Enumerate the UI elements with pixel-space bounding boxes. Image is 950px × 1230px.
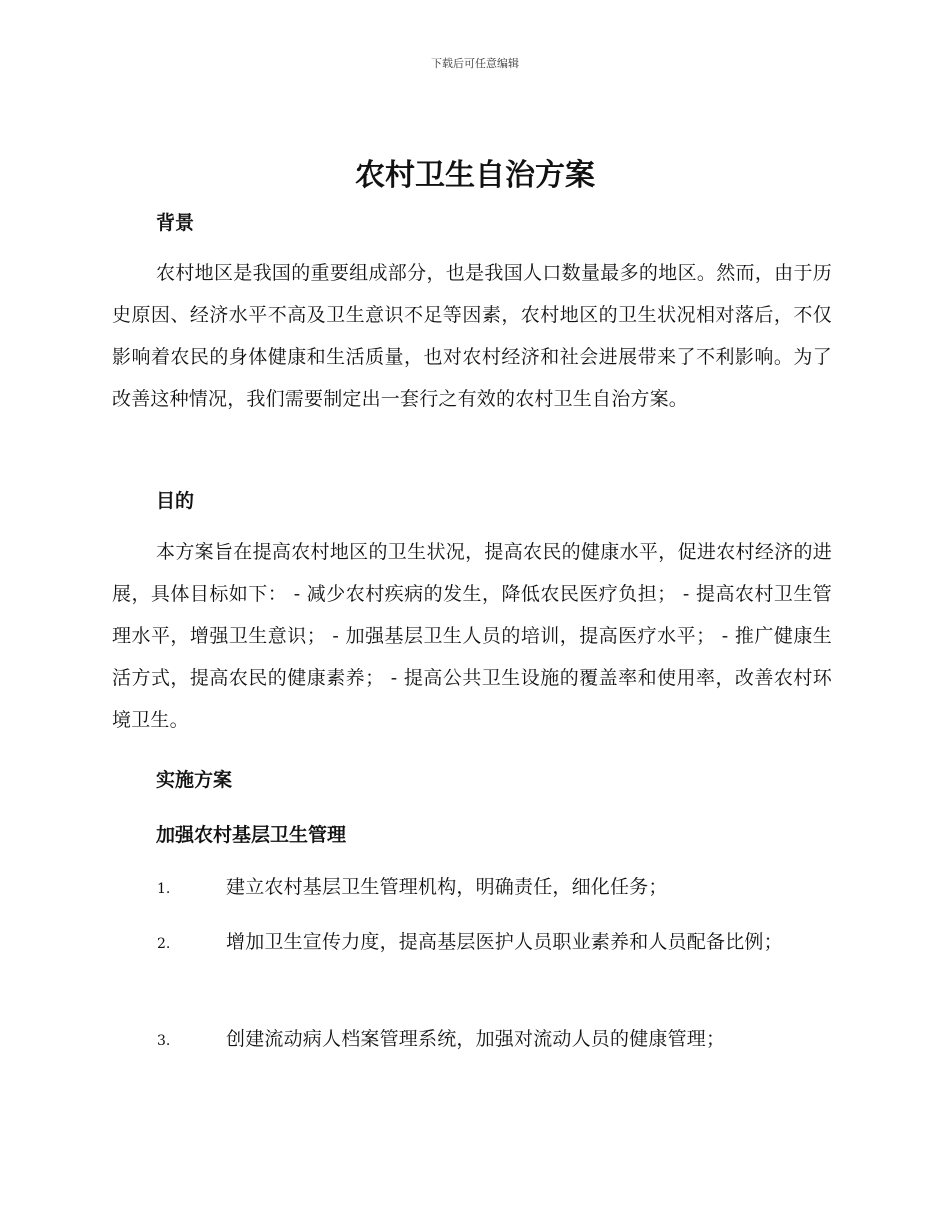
list-item bbox=[112, 921, 832, 965]
list-item bbox=[112, 1018, 832, 1062]
purpose-paragraph: 本方案旨在提高农村地区的卫生状况，提高农民的健康水平，促进农村经济的进展，具体目标如下： - 减少农村疾病的发生，降低农民医疗负担； - 提高农村卫生管理水平，增强卫生意识； - 加强基层卫生人员的培训，提高医疗水平； - 推广健康生活方式，提高农民的健康素养； - 提高公共卫生设施的覆盖率和使用率，改善农村环境卫生。 bbox=[112, 541, 832, 731]
page-header-note: 下载后可任意编辑 bbox=[431, 57, 519, 70]
list-item-number: 2. bbox=[157, 936, 171, 952]
list-item-number: 3. bbox=[157, 1033, 171, 1049]
document-title: 农村卫生自治方案 bbox=[355, 158, 595, 193]
list-item bbox=[112, 866, 832, 910]
list-item-text: 创建流动病人档案管理系统，加强对流动人员的健康管理； bbox=[226, 1028, 726, 1050]
list-item-number: 1. bbox=[157, 881, 171, 897]
subsection-heading-grassroots: 加强农村基层卫生管理 bbox=[156, 824, 347, 846]
list-item-text: 建立农村基层卫生管理机构，明确责任，细化任务； bbox=[226, 876, 668, 898]
section-heading-background: 背景 bbox=[156, 212, 195, 234]
list-item-text: 增加卫生宣传力度，提高基层医护人员职业素养和人员配备比例； bbox=[226, 931, 783, 953]
section-heading-implementation: 实施方案 bbox=[156, 769, 233, 791]
section-heading-purpose: 目的 bbox=[156, 490, 195, 512]
background-paragraph: 农村地区是我国的重要组成部分，也是我国人口数量最多的地区。然而，由于历史原因、经济水平不高及卫生意识不足等因素，农村地区的卫生状况相对落后，不仅影响着农民的身体健康和生活质量，也对农村经济和社会进展带来了不利影响。为了改善这种情况，我们需要制定出一套行之有效的农村卫生自治方案。 bbox=[112, 262, 832, 410]
